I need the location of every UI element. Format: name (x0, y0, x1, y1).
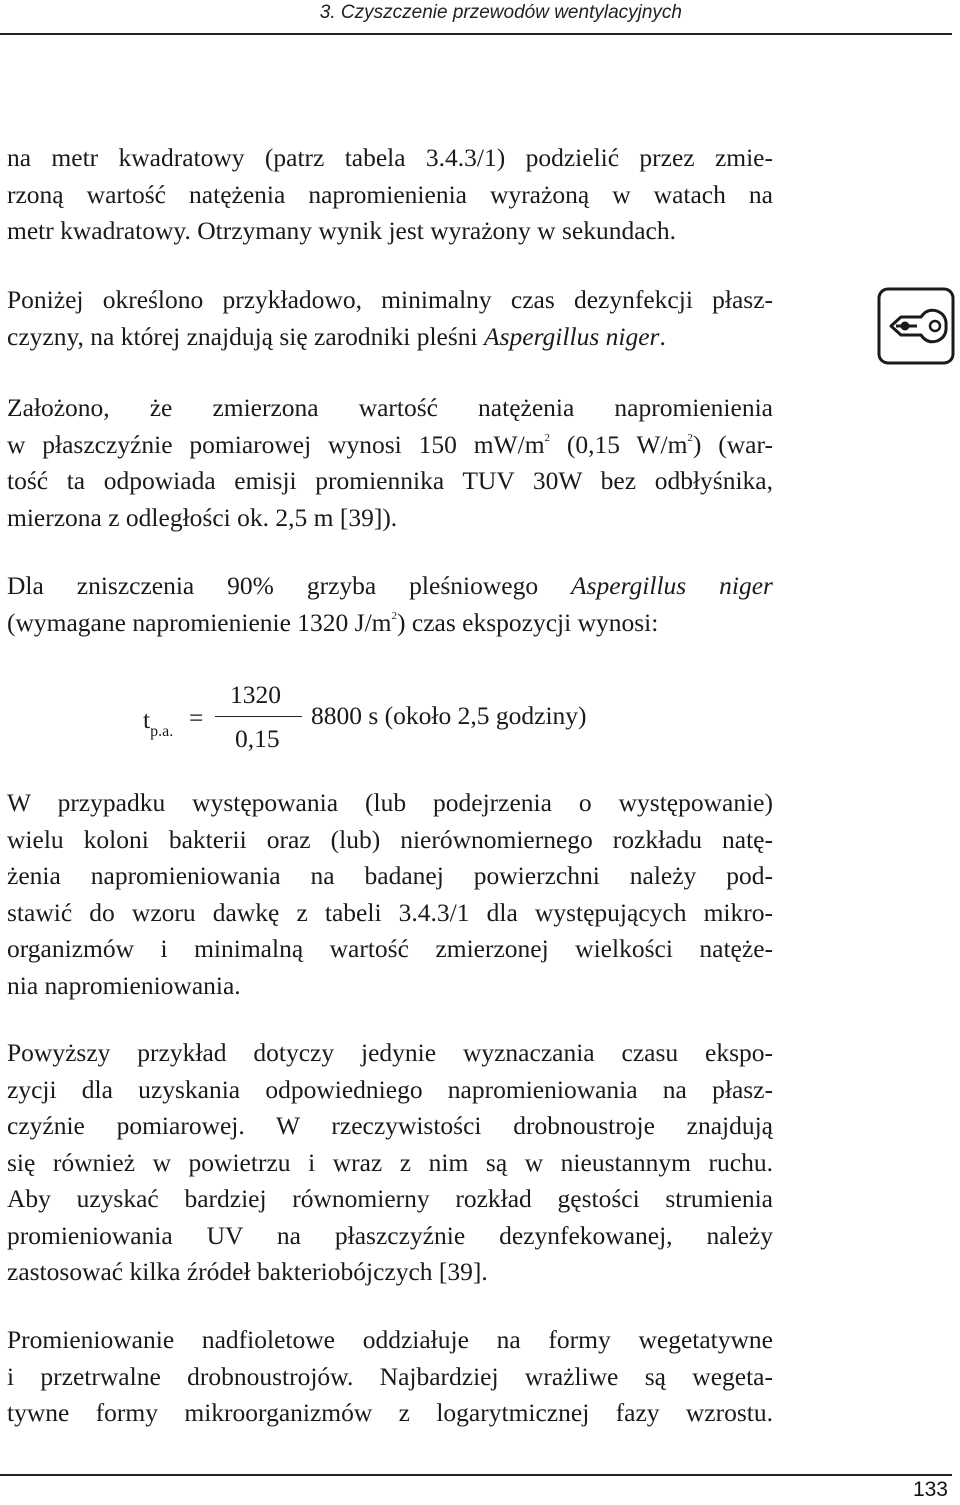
text-run: . (659, 321, 666, 351)
key-icon (877, 287, 955, 365)
text-line: zastosować kilka źródeł bakteriobójczych [39]. (7, 1257, 488, 1286)
header-rule (0, 33, 952, 35)
text-line: żenia napromieniowania na badanej powierzchni należy pod- (7, 861, 773, 890)
text-line: Założono, że zmierzona wartość natężenia napromienienia (7, 393, 773, 422)
text-line: zycji dla uzyskania odpowiedniego napromieniowania na płasz- (7, 1074, 773, 1104)
text-line: rzoną wartość natężenia napromienienia wyrażoną w watach na (7, 179, 773, 209)
text-run: czyzny, na której znajdują się zarodniki pleśni (7, 321, 485, 351)
text-line: W przypadku występowania (lub podejrzenia o występowanie) (7, 788, 773, 817)
formula-denominator: 0,15 (235, 724, 280, 753)
text-run: Dla zniszczenia 90% grzyba pleśniowego (7, 571, 571, 600)
text-line: nia napromieniowania. (7, 970, 241, 1000)
superscript: 2 (544, 431, 551, 444)
paragraph-2 (7, 282, 773, 355)
text-line: Poniżej określono przykładowo, minimalny czas dezynfekcji płasz- (7, 285, 773, 314)
superscript: 2 (391, 609, 398, 622)
text-run: w płaszczyźnie pomiarowej wynosi 150 mW/m (7, 429, 545, 459)
exposure-time-formula (0, 672, 700, 762)
species-name: Aspergillus niger (484, 321, 660, 351)
footer-rule (0, 1474, 952, 1476)
running-title: 3. Czyszczenie przewodów wentylacyjnych (319, 2, 682, 23)
formula-equals: = (189, 703, 204, 732)
text-line: się również w powietrzu i wraz z nim są w nieustannym ruchu. (7, 1147, 773, 1177)
page-number: 133 (912, 1478, 948, 1501)
text-line (7, 605, 773, 642)
text-run: ) czas ekspozycji wynosi: (397, 607, 659, 637)
text-line: tywne formy mikroorganizmów z logarytmicznej fazy wzrostu. (7, 1398, 773, 1427)
paragraph-7 (7, 1322, 773, 1432)
text-line: wielu koloni bakterii oraz (lub) nierównomiernego rozkładu natę- (7, 824, 773, 854)
formula-subscript: p.a. (150, 723, 174, 740)
text-line: Powyższy przykład dotyczy jedynie wyznaczania czasu ekspo- (7, 1038, 773, 1067)
text-line: mierzona z odległości ok. 2,5 m [39]). (7, 502, 398, 532)
text-line: organizmów i minimalną wartość zmierzonej wielkości natęże- (7, 934, 773, 963)
text-line: czyźnie pomiarowej. W rzeczywistości drobnoustroje znajdują (7, 1111, 773, 1140)
text-line: stawić do wzoru dawkę z tabeli 3.4.3/1 dla występujących mikro- (7, 897, 773, 927)
paragraph-6 (7, 1035, 773, 1291)
text-line: Aby uzyskać bardziej równomierny rozkład gęstości strumienia (7, 1184, 773, 1213)
paragraph-1 (7, 140, 773, 250)
formula-result: 8800 s (około 2,5 godziny) (311, 701, 587, 730)
text-run: (0,15 W/m (550, 429, 688, 459)
text-line (7, 427, 773, 464)
species-name: Aspergillus niger (571, 571, 773, 600)
fraction-bar (215, 716, 302, 717)
text-run: (wymagane napromienienie 1320 J/m (7, 607, 392, 637)
text-line: i przetrwalne drobnoustrojów. Najbardziej wrażliwe są wegeta- (7, 1361, 773, 1391)
paragraph-4 (7, 568, 773, 641)
formula-variable: t (143, 705, 151, 734)
text-line (7, 568, 773, 605)
text-line (7, 319, 773, 356)
text-line: metr kwadratowy. Otrzymany wynik jest wyrażony w sekundach. (7, 216, 676, 245)
formula-symbol (143, 705, 174, 740)
text-line: Promieniowanie nadfioletowe oddziałuje na formy wegetatywne (7, 1325, 773, 1354)
formula-numerator: 1320 (230, 680, 281, 709)
paragraph-5 (7, 785, 773, 1004)
text-line: promieniowania UV na płaszczyźnie dezynfekowanej, należy (7, 1220, 773, 1250)
text-line: na metr kwadratowy (patrz tabela 3.4.3/1) podzielić przez zmie- (7, 143, 773, 172)
paragraph-3 (7, 390, 773, 536)
text-run: ) (war- (692, 429, 773, 459)
superscript: 2 (687, 431, 693, 444)
text-line: tość ta odpowiada emisji promiennika TUV 30W bez odbłyśnika, (7, 466, 773, 495)
